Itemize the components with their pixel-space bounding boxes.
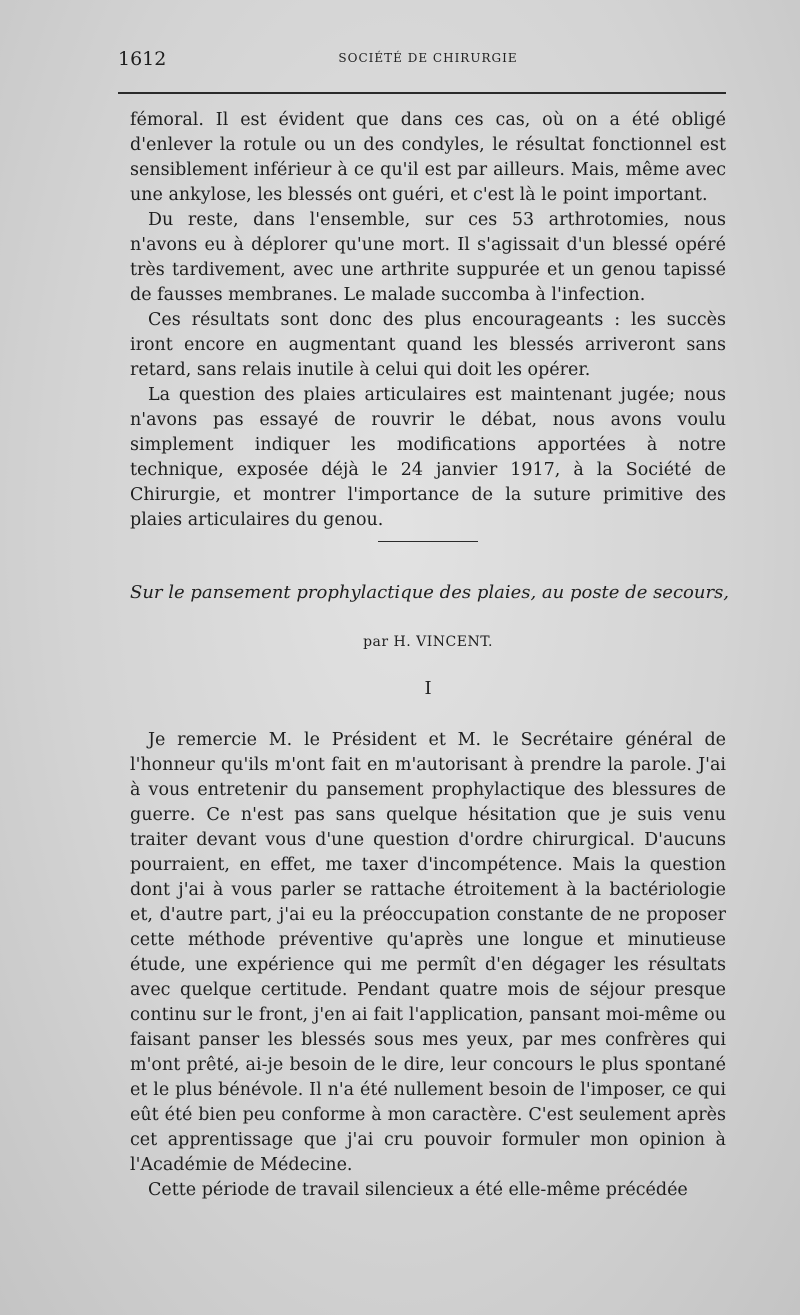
paragraph: Cette période de travail silencieux a été elle-même précédée — [148, 1180, 688, 1200]
paragraph: La question des plaies articulaires est maintenant jugée; nous n'avons pas essayé de rouvrir le débat, nous avons voulu simplement indiquer les modifications apportées à notre technique, exposée déjà le 24 janvier 1917, à la Société de Chirurgie, et montrer l'importance de la suture primitive des plaies articulaires du genou. — [130, 385, 726, 530]
header-rule — [118, 92, 726, 94]
article-body — [130, 728, 726, 1203]
paragraph: Du reste, dans l'ensemble, sur ces 53 arthrotomies, nous n'avons eu à déplorer qu'une mort. Il s'agissait d'un blessé opéré très tardivement, avec une arthrite suppurée et un genou tapissé de fausses membranes. Le malade succomba à l'infection. — [130, 210, 726, 305]
running-head: SOCIÉTÉ DE CHIRURGIE — [338, 51, 518, 65]
article-title: Sur le pansement prophylactique des plaies, au poste de secours, — [130, 582, 730, 603]
paragraph: Je remercie M. le Président et M. le Secrétaire général de l'honneur qu'ils m'ont fait en m'autorisant à prendre la parole. J'ai à vous entretenir du pansement prophylactique des blessures de guerre. Ce n'est pas sans quelque hésitation que je suis venu traiter devant vous d'une question d'ordre chirurgical. D'aucuns pourraient, en effet, me taxer d'incompétence. Mais la question dont j'ai à vous parler se rattache étroitement à la bactériologie et, d'autre part, j'ai eu la préoccupation constante de ne proposer cette méthode préventive qu'après une longue et minutieuse étude, une expérience qui me permît d'en dégager les résultats avec quelque certitude. Pendant quatre mois de séjour presque continu sur le front, j'en ai fait l'application, pansant moi-même ou faisant panser les blessés sous mes yeux, par mes confrères qui m'ont prêté, ai-je besoin de le dire, leur concours le plus spontané et le plus bénévole. Il n'a été nullement besoin de l'imposer, ce qui eût été bien peu conforme à mon caractère. C'est seulement après cet apprentissage que j'ai cru pouvoir formuler mon opinion à l'Académie de Médecine. — [130, 730, 726, 1175]
page-number: 1612 — [118, 48, 167, 70]
section-separator — [378, 541, 478, 542]
paragraph: Ces résultats sont donc des plus encourageants : les succès iront encore en augmentant quand les blessés arriveront sans retard, sans relais inutile à celui qui doit les opérer. — [130, 310, 726, 380]
page-header — [118, 48, 726, 76]
section-number: I — [424, 678, 432, 699]
previous-article-conclusion — [130, 108, 726, 533]
paragraph: fémoral. Il est évident que dans ces cas, où on a été obligé d'enlever la rotule ou un des condyles, le résultat fonctionnel est sensiblement inférieur à ce qu'il est par ailleurs. Mais, même avec une ankylose, les blessés ont guéri, et c'est là le point important. — [130, 110, 726, 205]
article-author: par H. VINCENT. — [363, 634, 493, 650]
